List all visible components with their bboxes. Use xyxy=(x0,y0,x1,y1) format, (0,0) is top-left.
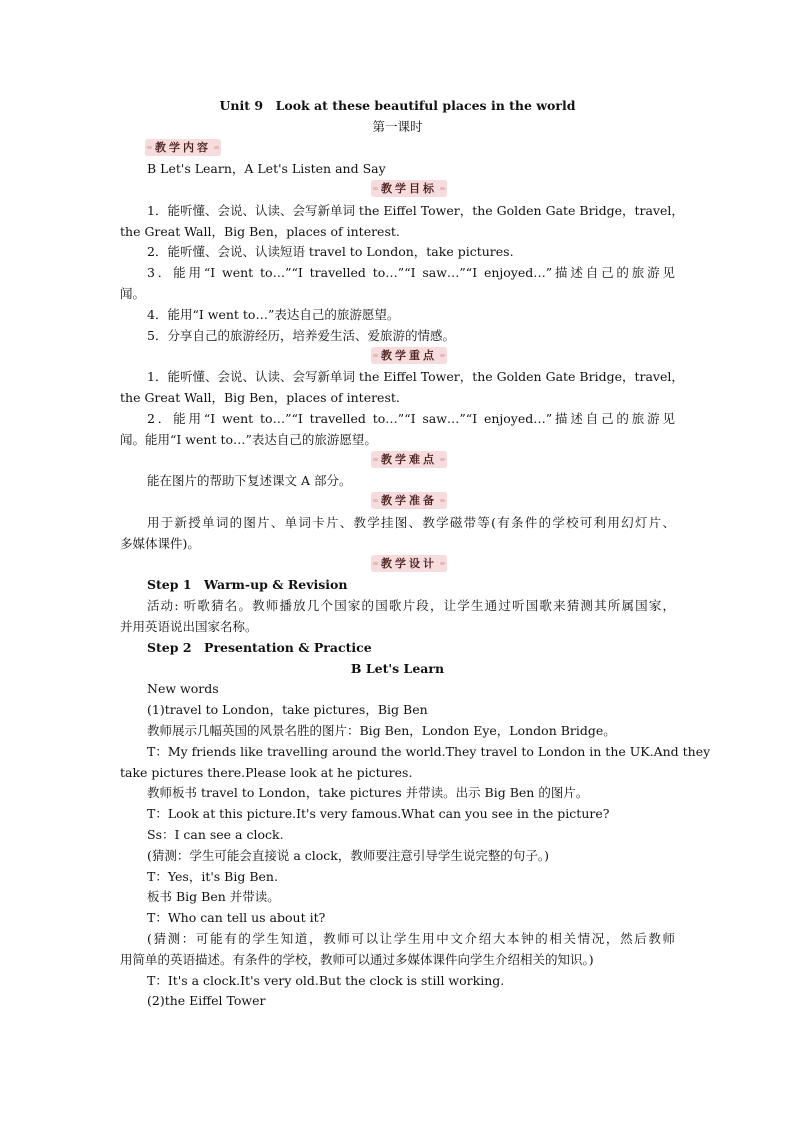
teacher-line-3: T：Yes，it's Big Ben. xyxy=(147,869,278,884)
students-line: Ss：I can see a clock. xyxy=(147,827,284,842)
teacher-line-1-part-1: T：My friends like travelling around the world.They travel to London in the UK.And they xyxy=(147,744,711,759)
content-text: B Let's Learn，A Let's Listen and Say xyxy=(147,161,386,176)
step-2-heading: Step 2 Presentation & Practice xyxy=(147,640,372,655)
section-badge-difficulties: 教学难点 xyxy=(371,451,447,468)
objective-3-line-2: 闻。 xyxy=(120,286,146,301)
lesson-label: 第一课时 xyxy=(372,119,423,134)
objective-5: 5．分享自己的旅游经历，培养爱生活、爱旅游的情感。 xyxy=(147,328,455,343)
key-point-1-line-2: the Great Wall，Big Ben，places of interest. xyxy=(120,390,400,405)
activity-line-2: 并用英语说出国家名称。 xyxy=(120,619,258,634)
show-pictures-line: 教师展示几幅英国的风景名胜的图片：Big Ben，London Eye，London Bridge。 xyxy=(147,723,616,738)
section-badge-objectives: 教学目标 xyxy=(371,180,447,197)
word-group-2: (2)the Eiffel Tower xyxy=(147,993,266,1008)
word-group-1: (1)travel to London，take pictures，Big Ben xyxy=(147,702,428,717)
teacher-line-4: T：Who can tell us about it? xyxy=(147,910,326,925)
guess-note-2-line-1: (猜测：可能有的学生知道，教师可以让学生用中文介绍大本钟的相关情况，然后教师 xyxy=(147,931,675,946)
activity-line-1: 活动: 听歌猜名。教师播放几个国家的国歌片段，让学生通过听国歌来猜测其所属国家， xyxy=(147,598,675,613)
preparation-line-2: 多媒体课件)。 xyxy=(120,536,200,551)
guess-note-2-line-2: 用简单的英语描述。有条件的学校，教师可以通过多媒体课件向学生介绍相关的知识。) xyxy=(120,952,594,967)
unit-title: Unit 9 Look at these beautiful places in the world xyxy=(219,98,576,113)
section-badge-key-points: 教学重点 xyxy=(371,347,447,364)
guess-note-1: (猜测：学生可能会直接说 a clock，教师要注意引导学生说完整的句子。) xyxy=(147,848,550,863)
section-badge-content: 教学内容 xyxy=(145,139,221,156)
teacher-line-5: T：It's a clock.It's very old.But the clock is still working. xyxy=(147,973,505,988)
teacher-line-2: T：Look at this picture.It's very famous.What can you see in the picture? xyxy=(147,806,610,821)
board-line-2: 板书 Big Ben 并带读。 xyxy=(147,889,280,904)
new-words-label: New words xyxy=(147,681,219,696)
objective-1-line-2: the Great Wall，Big Ben，places of interest. xyxy=(120,224,400,239)
key-point-1-line-1: 1．能听懂、会说、认读、会写新单词 the Eiffel Tower，the Golden Gate Bridge，travel， xyxy=(147,369,684,384)
objective-1-line-1: 1．能听懂、会说、认读、会写新单词 the Eiffel Tower，the Golden Gate Bridge，travel， xyxy=(147,203,684,218)
difficulties-text: 能在图片的帮助下复述课文 A 部分。 xyxy=(147,473,352,488)
objective-3-line-1: 3．能用“I went to…”“I travelled to…”“I saw…”“I enjoyed…”描述自己的旅游见 xyxy=(147,265,675,280)
objective-4: 4．能用“I went to…”表达自己的旅游愿望。 xyxy=(147,307,400,322)
preparation-line-1: 用于新授单词的图片、单词卡片、教学挂图、教学磁带等(有条件的学校可利用幻灯片、 xyxy=(147,515,675,530)
step-1-heading: Step 1 Warm-up & Revision xyxy=(147,577,348,592)
objective-2: 2．能听懂、会说、认读短语 travel to London，take pictures. xyxy=(147,244,514,259)
key-point-2-line-1: 2．能用“I went to…”“I travelled to…”“I saw…”“I enjoyed…”描述自己的旅游见 xyxy=(147,411,675,426)
section-badge-design: 教学设计 xyxy=(371,555,447,572)
board-line-1: 教师板书 travel to London，take pictures 并带读。出示 Big Ben 的图片。 xyxy=(147,785,589,800)
subsection-heading: B Let's Learn xyxy=(350,661,445,676)
key-point-2-line-2: 闻。能用“I went to…”表达自己的旅游愿望。 xyxy=(120,432,377,447)
teacher-line-1-part-2: take pictures there.Please look at he pictures. xyxy=(120,765,413,780)
section-badge-preparation: 教学准备 xyxy=(371,492,447,509)
